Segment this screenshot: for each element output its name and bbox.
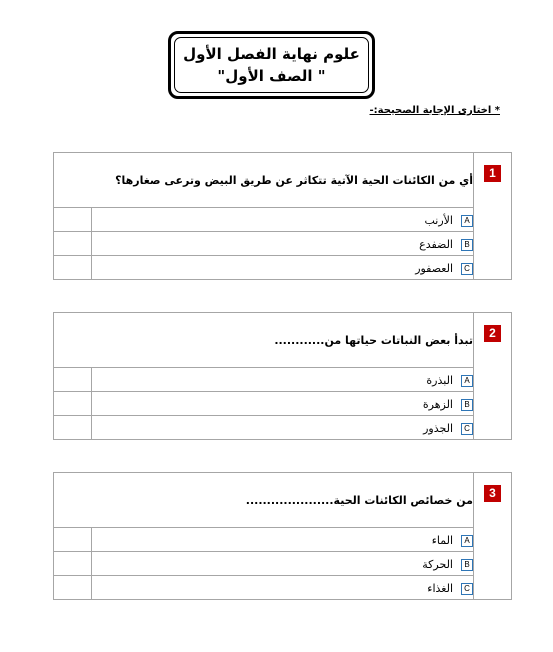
option-letter-box: C [461, 583, 473, 595]
answer-cell[interactable] [54, 256, 92, 280]
option-cell[interactable] [92, 552, 474, 576]
question-table-3 [53, 472, 512, 600]
option-row[interactable] [54, 576, 512, 600]
option-cell[interactable] [92, 232, 474, 256]
question-number-badge: 2 [484, 325, 501, 342]
page-title: علوم نهاية الفصل الأول [183, 45, 360, 63]
question-number-cell [474, 313, 512, 440]
question-number-cell [474, 473, 512, 600]
option-letter-box: C [461, 263, 473, 275]
option-letter-box: B [461, 239, 473, 251]
option-row[interactable] [54, 232, 512, 256]
option-cell[interactable] [92, 392, 474, 416]
option-cell[interactable] [92, 368, 474, 392]
option-cell[interactable] [92, 416, 474, 440]
question-text: أي من الكائنات الحية الآتية تتكاثر عن طريق البيض وترعى صغارها؟ [54, 153, 474, 208]
answer-cell[interactable] [54, 552, 92, 576]
option-letter-box: A [461, 215, 473, 227]
answer-cell[interactable] [54, 208, 92, 232]
option-letter-box: A [461, 535, 473, 547]
option-text: الأرنب [424, 214, 453, 227]
option-text: الزهرة [422, 398, 453, 411]
question-text: من خصائص الكائنات الحية..................... [54, 473, 474, 528]
option-text: الغذاء [427, 582, 453, 595]
question-table-1 [53, 152, 512, 280]
answer-cell[interactable] [54, 232, 92, 256]
option-cell[interactable] [92, 256, 474, 280]
title-box [168, 31, 375, 99]
option-row[interactable] [54, 392, 512, 416]
option-text: الحركة [422, 558, 453, 571]
grade-subtitle: " الصف الأول" [217, 67, 326, 85]
option-text: الجذور [423, 422, 453, 435]
option-letter-box: A [461, 375, 473, 387]
option-row[interactable] [54, 416, 512, 440]
option-letter-box: C [461, 423, 473, 435]
option-cell[interactable] [92, 576, 474, 600]
option-cell[interactable] [92, 528, 474, 552]
option-letter-box: B [461, 559, 473, 571]
answer-cell[interactable] [54, 368, 92, 392]
option-text: العصفور [415, 262, 453, 275]
option-letter-box: B [461, 399, 473, 411]
option-row[interactable] [54, 552, 512, 576]
title-frame [174, 37, 369, 93]
answer-cell[interactable] [54, 392, 92, 416]
question-number-cell [474, 153, 512, 280]
question-text: تبدأ بعض النباتات حياتها من............ [54, 313, 474, 368]
option-text: الضفدع [419, 238, 453, 251]
answer-cell[interactable] [54, 528, 92, 552]
question-number-badge: 1 [484, 165, 501, 182]
option-cell[interactable] [92, 208, 474, 232]
option-row[interactable] [54, 528, 512, 552]
answer-cell[interactable] [54, 416, 92, 440]
option-row[interactable] [54, 256, 512, 280]
question-number-badge: 3 [484, 485, 501, 502]
option-row[interactable] [54, 208, 512, 232]
instruction-text: * اختارى الإجابة الصحيحة:- [369, 105, 500, 116]
answer-cell[interactable] [54, 576, 92, 600]
option-text: الماء [431, 534, 453, 547]
option-text: البذرة [426, 374, 453, 387]
question-table-2 [53, 312, 512, 440]
option-row[interactable] [54, 368, 512, 392]
